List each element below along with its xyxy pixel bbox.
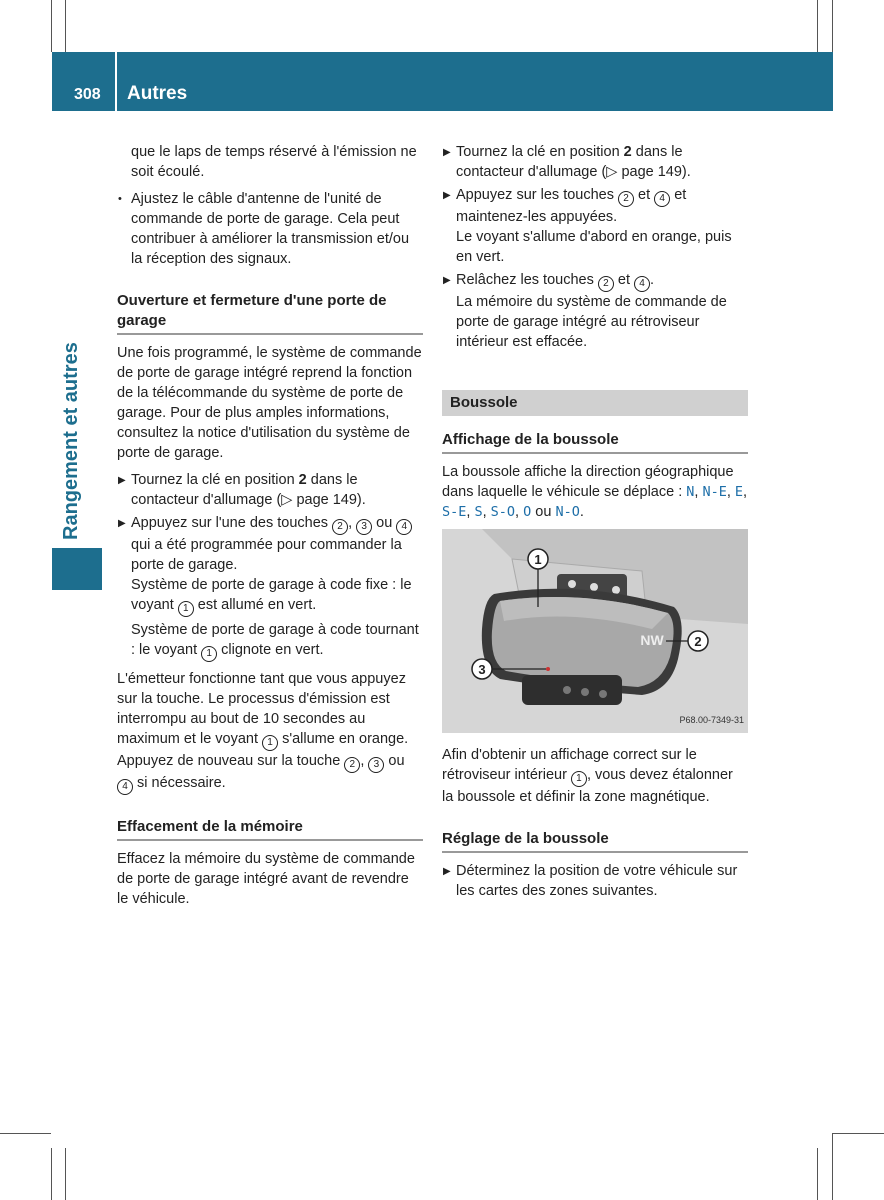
direction-code: O — [523, 504, 532, 520]
body-text: L'émetteur fonctionne tant que vous appuyez sur la touche. Le processus d'émission est interrompu au bout de 10 secondes au maximum et le voyant — [117, 671, 406, 747]
step-text: Appuyez sur l'une des touches — [131, 515, 333, 531]
step-text: et — [613, 272, 635, 288]
heading-erase-memory: Effacement de la mémoire — [117, 817, 423, 841]
body-text: ou — [384, 753, 405, 769]
callout-1: 1 — [262, 735, 278, 751]
key-position: 2 — [298, 472, 307, 488]
step-text: Tournez la clé en position — [456, 144, 624, 160]
section-title: Autres — [127, 83, 188, 104]
callout-2: 2 — [332, 519, 348, 535]
separator: , — [694, 484, 703, 500]
right-column — [442, 142, 748, 904]
crop-mark — [817, 0, 818, 52]
direction-code: S — [474, 504, 483, 520]
step-text: dans le contacteur d'allumage (▷ page 149). — [131, 472, 366, 508]
triangle-icon: ▶ — [118, 518, 126, 529]
result-text: Système de porte de garage à code tournant : le voyant — [131, 622, 419, 658]
header-divider — [115, 52, 117, 111]
triangle-icon: ▶ — [118, 475, 126, 486]
image-reference: P68.00-7349-31 — [679, 715, 744, 725]
body-text: Afin d'obtenir un affichage correct sur le rétroviseur intérieur — [442, 747, 697, 783]
paragraph-transmitter — [117, 669, 423, 795]
step-result: Le voyant s'allume d'abord en orange, puis en vert. — [456, 229, 732, 265]
crop-mark — [51, 0, 52, 52]
body-text: si nécessaire. — [133, 775, 226, 791]
direction-code: S-E — [442, 504, 467, 520]
callout-1: 1 — [178, 601, 194, 617]
step-text: , — [348, 515, 357, 531]
separator: , — [515, 504, 524, 520]
mirror-photo — [442, 529, 748, 733]
callout-2: 2 — [598, 276, 614, 292]
separator: , — [726, 484, 735, 500]
paragraph-compass-display — [442, 462, 748, 522]
callout-1: 1 — [571, 771, 587, 787]
crop-mark — [65, 1148, 66, 1200]
result-text: Système de porte de garage à code fixe : le voyant — [131, 577, 412, 613]
body-text: , vous devez étalonner la boussole et définir la zone magnétique. — [442, 767, 733, 805]
section-band-compass: Boussole — [442, 390, 748, 416]
crop-mark — [51, 1148, 52, 1200]
crop-mark — [832, 1133, 884, 1134]
step-text: Relâchez les touches — [456, 272, 598, 288]
triangle-icon: ▶ — [443, 275, 451, 286]
callout-4: 4 — [654, 191, 670, 207]
triangle-icon: ▶ — [443, 147, 451, 158]
crop-mark — [832, 1133, 833, 1200]
triangle-icon: ▶ — [443, 866, 451, 877]
heading-compass-setting: Réglage de la boussole — [442, 829, 748, 853]
callout-2: 2 — [618, 191, 634, 207]
direction-code: S-O — [490, 504, 516, 520]
result-text: clignote en vert. — [217, 642, 324, 658]
triangle-icon: ▶ — [443, 190, 451, 201]
step-hold-buttons — [442, 185, 748, 227]
step-text: qui a été programmée pour commander la porte de garage. — [131, 537, 402, 573]
direction-code: N-E — [702, 484, 727, 500]
heading-garage-door: Ouverture et fermeture d'une porte de garage — [117, 291, 423, 335]
page-header — [52, 52, 833, 111]
fixed-code-result — [117, 575, 423, 617]
step-release-buttons — [442, 270, 748, 292]
body-text: s'allume en orange. Appuyez de nouveau sur la touche — [117, 731, 409, 769]
step-text: . — [650, 272, 655, 288]
side-tab — [52, 548, 102, 590]
step-text: dans le contacteur d'allumage (▷ page 149). — [456, 144, 691, 180]
crop-mark — [0, 1133, 51, 1134]
step-text: Tournez la clé en position — [131, 472, 299, 488]
image-callout-2: 2 — [694, 634, 702, 649]
step-text: et — [634, 187, 655, 203]
result-text: est allumé en vert. — [193, 597, 317, 613]
continued-paragraph: que le laps de temps réservé à l'émission ne soit écoulé. — [131, 144, 417, 180]
page-number: 308 — [74, 86, 101, 103]
step-result: La mémoire du système de commande de porte de garage intégré au rétroviseur intérieur est effacée. — [456, 294, 727, 350]
crop-mark — [832, 0, 833, 52]
paragraph-garage-door: Une fois programmé, le système de commande de porte de garage intégré reprend la fonction de la télécommande du système de porte de garage. Pour de plus amples informations, consultez la notice d'utilisation du système de porte de garage. — [117, 345, 422, 461]
separator: , — [743, 484, 748, 500]
step-text: et maintenez-les appuyées. — [456, 187, 687, 225]
direction-code: N — [686, 484, 695, 500]
step-turn-key-2 — [442, 142, 748, 182]
image-callout-3: 3 — [478, 662, 486, 677]
separator: , — [482, 504, 491, 520]
dot-marker: • — [118, 193, 122, 205]
separator: , — [466, 504, 475, 520]
body-text: La boussole affiche la direction géographique dans laquelle le véhicule se déplace : — [442, 464, 734, 500]
mirror-compass-text: NW — [640, 632, 664, 648]
callout-1: 1 — [201, 646, 217, 662]
paragraph-calibrate — [442, 745, 748, 807]
separator: . — [579, 504, 584, 520]
key-position: 2 — [623, 144, 632, 160]
callout-3: 3 — [356, 519, 372, 535]
left-column — [117, 142, 423, 916]
callout-4: 4 — [634, 276, 650, 292]
body-text: , — [360, 753, 369, 769]
step-text: Appuyez sur les touches — [456, 187, 619, 203]
direction-code: E — [734, 484, 744, 500]
crop-mark — [65, 0, 66, 52]
dot-bullet-text: Ajustez le câble d'antenne de l'unité de commande de porte de garage. Cela peut contribuer à améliorer la transmission et/ou la réception des signaux. — [131, 191, 410, 267]
mirror-illustration — [442, 529, 748, 733]
step-text: Déterminez la position de votre véhicule sur les cartes des zones suivantes. — [456, 863, 738, 899]
crop-mark — [817, 1148, 818, 1200]
step-determine-position — [442, 861, 748, 901]
chapter-title: Rangement et autres — [60, 342, 82, 540]
separator: ou — [531, 504, 556, 520]
step-turn-key — [117, 470, 423, 510]
step-text: ou — [372, 515, 397, 531]
image-callout-1: 1 — [534, 552, 542, 567]
heading-compass-display: Affichage de la boussole — [442, 430, 748, 454]
callout-4: 4 — [117, 779, 133, 795]
rolling-code-result — [117, 620, 423, 662]
callout-3: 3 — [368, 757, 384, 773]
callout-2: 2 — [344, 757, 360, 773]
dot-bullet — [117, 189, 423, 269]
paragraph-erase-memory: Effacez la mémoire du système de commande de porte de garage intégré avant de revendre le véhicule. — [117, 851, 415, 907]
direction-code: N-O — [555, 504, 580, 520]
step-press-button — [117, 513, 423, 575]
callout-4: 4 — [396, 519, 412, 535]
